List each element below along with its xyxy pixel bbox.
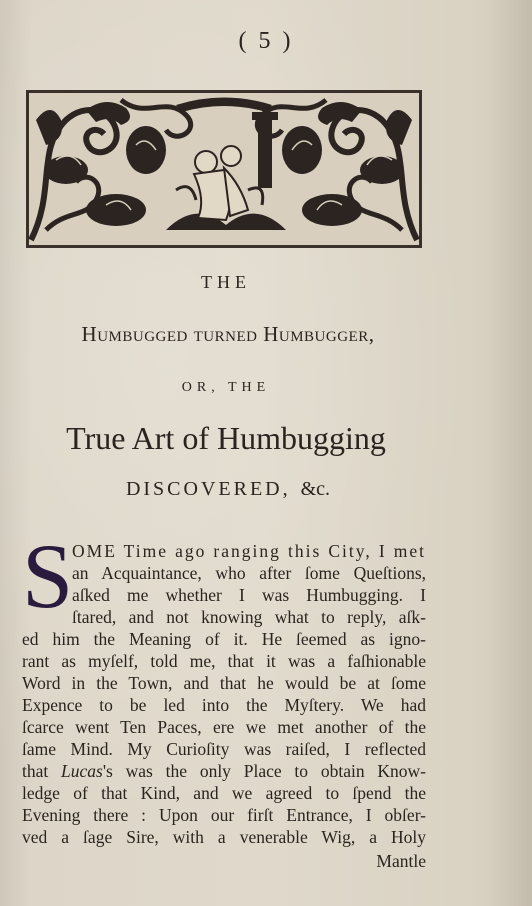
body-line: Evening there : Upon our firſt Entrance, I obſer- [22,805,426,825]
body-line: that Lucas's was the only Place to obtain Know- [22,761,426,781]
title-discovered-line [38,478,418,501]
title-the: THE [201,272,251,292]
title-etc: &c. [300,478,331,500]
body-line: aſked me whether I was Humbugging. I [72,585,426,605]
body-line: rant as myſelf, told me, that it was a faſhionable [22,651,426,671]
body-line: ſtared, and not knowing what to reply, aſk- [72,607,426,627]
main-title: True Art of Humbugging [66,420,386,456]
body-line: OME Time ago ranging this City, I met [72,541,426,561]
body-line: ed him the Meaning of it. He ſeemed as igno- [22,629,426,649]
body-line: Expence to be led into the Myſtery. We had [22,695,426,715]
title-discovered: DISCOVERED, [125,478,291,500]
body-line: an Acquaintance, who after ſome Queſtions, [72,563,426,583]
page-number: ( 5 ) [238,28,294,54]
body-line: ſame Mind. My Curioſity was raiſed, I reflected [22,739,426,759]
body-line: Word in the Town, and that he would be at ſome [22,673,426,693]
drop-cap: S [22,525,74,627]
title-or-the: OR, THE [181,380,271,395]
body-line: ledge of that Kind, and we agreed to ſpend the [22,783,426,803]
body-line: ſcarce went Ten Paces, ere we met another of the [22,717,426,737]
cherub-headpiece-ornament-icon [26,90,422,248]
catchword: Mantle [376,851,426,871]
page-edge-shadow [472,0,532,906]
body-line: ved a ſage Sire, with a venerable Wig, a Holy [22,827,426,847]
title-humbugged-line: Humbugged turned Humbugger, [81,322,375,346]
